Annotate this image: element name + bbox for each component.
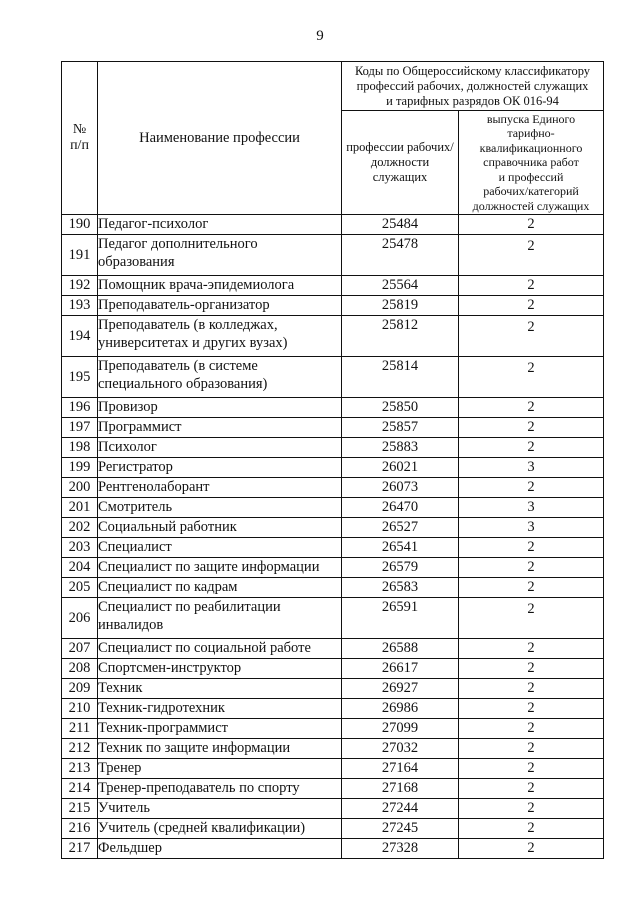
table-row bbox=[62, 458, 604, 478]
profession-name: Социальный работник bbox=[98, 518, 342, 538]
etks-rank: 2 bbox=[459, 598, 604, 639]
row-number: 210 bbox=[62, 699, 98, 719]
profession-code: 26588 bbox=[342, 639, 459, 659]
row-number: 197 bbox=[62, 418, 98, 438]
etks-rank: 2 bbox=[459, 719, 604, 739]
row-number: 206 bbox=[62, 598, 98, 639]
row-number: 199 bbox=[62, 458, 98, 478]
page-number: 9 bbox=[316, 28, 324, 44]
profession-name: Техник по защите информации bbox=[98, 739, 342, 759]
profession-name: Спортсмен-инструктор bbox=[98, 659, 342, 679]
profession-name: Фельдшер bbox=[98, 839, 342, 859]
profession-name: Учитель bbox=[98, 799, 342, 819]
profession-name: Смотритель bbox=[98, 498, 342, 518]
profession-name: Педагог-психолог bbox=[98, 215, 342, 235]
row-number: 203 bbox=[62, 538, 98, 558]
table-row bbox=[62, 679, 604, 699]
table-row bbox=[62, 418, 604, 438]
etks-rank: 2 bbox=[459, 799, 604, 819]
profession-name: Техник bbox=[98, 679, 342, 699]
table-row bbox=[62, 699, 604, 719]
etks-rank: 2 bbox=[459, 438, 604, 458]
etks-rank: 2 bbox=[459, 679, 604, 699]
table-header bbox=[62, 62, 604, 215]
row-number: 194 bbox=[62, 316, 98, 357]
etks-rank: 2 bbox=[459, 578, 604, 598]
header-num: № п/п bbox=[62, 62, 98, 215]
row-number: 216 bbox=[62, 819, 98, 839]
row-number: 190 bbox=[62, 215, 98, 235]
profession-name: Психолог bbox=[98, 438, 342, 458]
profession-name: Специалист по защите информации bbox=[98, 558, 342, 578]
row-number: 201 bbox=[62, 498, 98, 518]
table-row bbox=[62, 759, 604, 779]
profession-code: 26541 bbox=[342, 538, 459, 558]
etks-rank: 3 bbox=[459, 518, 604, 538]
row-number: 212 bbox=[62, 739, 98, 759]
etks-rank: 2 bbox=[459, 418, 604, 438]
etks-rank: 2 bbox=[459, 659, 604, 679]
profession-name: Преподаватель-организатор bbox=[98, 296, 342, 316]
table-row bbox=[62, 639, 604, 659]
table-row bbox=[62, 819, 604, 839]
etks-rank: 2 bbox=[459, 779, 604, 799]
profession-code: 26470 bbox=[342, 498, 459, 518]
row-number: 195 bbox=[62, 357, 98, 398]
table-row bbox=[62, 276, 604, 296]
table-row bbox=[62, 518, 604, 538]
etks-rank: 2 bbox=[459, 839, 604, 859]
profession-code: 25883 bbox=[342, 438, 459, 458]
profession-code: 25484 bbox=[342, 215, 459, 235]
etks-rank: 2 bbox=[459, 398, 604, 418]
etks-rank: 2 bbox=[459, 235, 604, 276]
table-row bbox=[62, 799, 604, 819]
profession-code: 25819 bbox=[342, 296, 459, 316]
profession-code: 26986 bbox=[342, 699, 459, 719]
etks-rank: 3 bbox=[459, 458, 604, 478]
row-number: 198 bbox=[62, 438, 98, 458]
profession-code: 26579 bbox=[342, 558, 459, 578]
table-row bbox=[62, 739, 604, 759]
profession-code: 25478 bbox=[342, 235, 459, 276]
profession-code: 26927 bbox=[342, 679, 459, 699]
profession-name: Тренер-преподаватель по спорту bbox=[98, 779, 342, 799]
profession-name: Техник-гидротехник bbox=[98, 699, 342, 719]
table-row bbox=[62, 296, 604, 316]
profession-code: 27168 bbox=[342, 779, 459, 799]
profession-code: 26527 bbox=[342, 518, 459, 538]
row-number: 214 bbox=[62, 779, 98, 799]
table-row bbox=[62, 438, 604, 458]
profession-code: 26583 bbox=[342, 578, 459, 598]
header-name: Наименование профессии bbox=[98, 62, 342, 215]
row-number: 196 bbox=[62, 398, 98, 418]
table-row bbox=[62, 478, 604, 498]
profession-name: Специалист по социальной работе bbox=[98, 639, 342, 659]
etks-rank: 2 bbox=[459, 276, 604, 296]
table-row bbox=[62, 316, 604, 357]
table-row bbox=[62, 498, 604, 518]
table-row bbox=[62, 398, 604, 418]
table-row bbox=[62, 839, 604, 859]
profession-code: 26021 bbox=[342, 458, 459, 478]
etks-rank: 2 bbox=[459, 538, 604, 558]
profession-code: 27032 bbox=[342, 739, 459, 759]
table-row bbox=[62, 779, 604, 799]
profession-name: Преподаватель (в системе специального образования) bbox=[98, 357, 342, 398]
etks-rank: 2 bbox=[459, 357, 604, 398]
profession-code: 26591 bbox=[342, 598, 459, 639]
row-number: 193 bbox=[62, 296, 98, 316]
row-number: 213 bbox=[62, 759, 98, 779]
etks-rank: 2 bbox=[459, 296, 604, 316]
etks-rank: 2 bbox=[459, 759, 604, 779]
header-classifier-codes: Коды по Общероссийскому классификатору профессий рабочих, должностей служащих и тарифных разрядов ОК 016-94 bbox=[342, 62, 604, 111]
etks-rank: 2 bbox=[459, 478, 604, 498]
table-row bbox=[62, 578, 604, 598]
row-number: 215 bbox=[62, 799, 98, 819]
table-row bbox=[62, 598, 604, 639]
header-code: профессии рабочих/ должности служащих bbox=[342, 111, 459, 215]
table-row bbox=[62, 235, 604, 276]
etks-rank: 2 bbox=[459, 558, 604, 578]
profession-name: Техник-программист bbox=[98, 719, 342, 739]
etks-rank: 2 bbox=[459, 639, 604, 659]
row-number: 192 bbox=[62, 276, 98, 296]
profession-code: 25850 bbox=[342, 398, 459, 418]
profession-name: Регистратор bbox=[98, 458, 342, 478]
row-number: 217 bbox=[62, 839, 98, 859]
row-number: 205 bbox=[62, 578, 98, 598]
table-row bbox=[62, 659, 604, 679]
row-number: 209 bbox=[62, 679, 98, 699]
row-number: 202 bbox=[62, 518, 98, 538]
etks-rank: 2 bbox=[459, 316, 604, 357]
table-body bbox=[62, 215, 604, 859]
profession-code: 25814 bbox=[342, 357, 459, 398]
profession-code: 27164 bbox=[342, 759, 459, 779]
profession-code: 27328 bbox=[342, 839, 459, 859]
profession-name: Провизор bbox=[98, 398, 342, 418]
table-row bbox=[62, 719, 604, 739]
profession-name: Рентгенолаборант bbox=[98, 478, 342, 498]
profession-code: 27244 bbox=[342, 799, 459, 819]
row-number: 208 bbox=[62, 659, 98, 679]
row-number: 200 bbox=[62, 478, 98, 498]
table-row bbox=[62, 558, 604, 578]
profession-code: 25564 bbox=[342, 276, 459, 296]
profession-code: 26073 bbox=[342, 478, 459, 498]
profession-name: Преподаватель (в колледжах, университетах и других вузах) bbox=[98, 316, 342, 357]
profession-code: 25857 bbox=[342, 418, 459, 438]
profession-name: Учитель (средней квалификации) bbox=[98, 819, 342, 839]
row-number: 211 bbox=[62, 719, 98, 739]
profession-name: Специалист по реабилитации инвалидов bbox=[98, 598, 342, 639]
profession-code: 27099 bbox=[342, 719, 459, 739]
etks-rank: 2 bbox=[459, 739, 604, 759]
profession-name: Специалист по кадрам bbox=[98, 578, 342, 598]
table-row bbox=[62, 538, 604, 558]
profession-code: 25812 bbox=[342, 316, 459, 357]
profession-code: 26617 bbox=[342, 659, 459, 679]
profession-code: 27245 bbox=[342, 819, 459, 839]
profession-name: Помощник врача-эпидемиолога bbox=[98, 276, 342, 296]
etks-rank: 2 bbox=[459, 699, 604, 719]
table-row bbox=[62, 215, 604, 235]
profession-name: Педагог дополнительного образования bbox=[98, 235, 342, 276]
professions-table bbox=[61, 61, 604, 859]
row-number: 207 bbox=[62, 639, 98, 659]
profession-name: Специалист bbox=[98, 538, 342, 558]
row-number: 204 bbox=[62, 558, 98, 578]
profession-name: Программист bbox=[98, 418, 342, 438]
table-row bbox=[62, 357, 604, 398]
row-number: 191 bbox=[62, 235, 98, 276]
etks-rank: 2 bbox=[459, 215, 604, 235]
profession-name: Тренер bbox=[98, 759, 342, 779]
header-rank: выпуска Единого тарифно- квалификационного справочника работ и профессий рабочих/категорий должностей служащих bbox=[459, 111, 604, 215]
etks-rank: 3 bbox=[459, 498, 604, 518]
etks-rank: 2 bbox=[459, 819, 604, 839]
